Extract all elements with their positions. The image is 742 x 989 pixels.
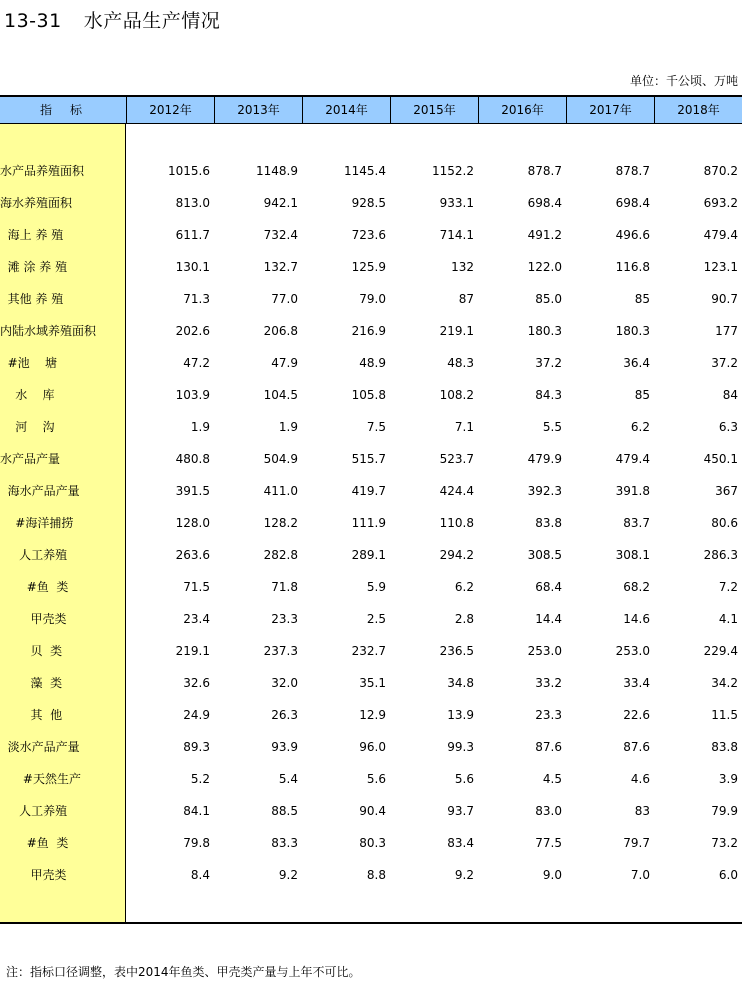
cell-value: 7.2 xyxy=(718,580,738,594)
cell-value: 232.7 xyxy=(351,644,386,658)
cell-value: 35.1 xyxy=(359,676,386,690)
cell-value: 308.5 xyxy=(527,548,562,562)
cell-value: 79.0 xyxy=(359,292,386,306)
unit-label: 单位：千公顷、万吨 xyxy=(629,74,738,88)
table-row xyxy=(0,385,742,405)
row-label: 海上 养 殖 xyxy=(0,228,64,242)
cell-value: 1015.6 xyxy=(168,164,210,178)
cell-value: 450.1 xyxy=(703,452,738,466)
cell-value: 89.3 xyxy=(183,740,210,754)
cell-value: 23.4 xyxy=(183,612,210,626)
cell-value: 282.8 xyxy=(263,548,298,562)
cell-value: 93.7 xyxy=(447,804,474,818)
cell-value: 7.1 xyxy=(454,420,474,434)
cell-value: 37.2 xyxy=(535,356,562,370)
cell-value: 5.6 xyxy=(454,772,474,786)
cell-value: 23.3 xyxy=(535,708,562,722)
cell-value: 85.0 xyxy=(535,292,562,306)
cell-value: 79.7 xyxy=(623,836,650,850)
cell-value: 611.7 xyxy=(175,228,210,242)
cell-value: 491.2 xyxy=(527,228,562,242)
cell-value: 933.1 xyxy=(439,196,474,210)
row-label: 甲壳类 xyxy=(0,868,67,882)
cell-value: 14.6 xyxy=(623,612,650,626)
cell-value: 180.3 xyxy=(615,324,650,338)
cell-value: 391.8 xyxy=(615,484,650,498)
row-label: #鱼 类 xyxy=(0,836,69,850)
cell-value: 723.6 xyxy=(351,228,386,242)
cell-value: 128.0 xyxy=(175,516,210,530)
cell-value: 71.3 xyxy=(183,292,210,306)
cell-value: 4.1 xyxy=(718,612,738,626)
cell-value: 878.7 xyxy=(615,164,650,178)
table-row xyxy=(0,449,742,469)
cell-value: 6.3 xyxy=(718,420,738,434)
cell-value: 216.9 xyxy=(351,324,386,338)
cell-value: 1152.2 xyxy=(432,164,474,178)
header-year: 2018年 xyxy=(654,97,742,124)
header-year: 2017年 xyxy=(566,97,654,124)
header-indicator: 指标 xyxy=(39,103,100,117)
header-year: 2014年 xyxy=(302,97,390,124)
cell-value: 116.8 xyxy=(615,260,650,274)
cell-value: 32.0 xyxy=(271,676,298,690)
cell-value: 32.6 xyxy=(183,676,210,690)
cell-value: 96.0 xyxy=(359,740,386,754)
cell-value: 714.1 xyxy=(439,228,474,242)
cell-value: 253.0 xyxy=(527,644,562,658)
cell-value: 123.1 xyxy=(703,260,738,274)
cell-value: 79.8 xyxy=(183,836,210,850)
table-row xyxy=(0,577,742,597)
cell-value: 132.7 xyxy=(263,260,298,274)
table-row xyxy=(0,225,742,245)
cell-value: 5.5 xyxy=(542,420,562,434)
cell-value: 83.3 xyxy=(271,836,298,850)
cell-value: 515.7 xyxy=(351,452,386,466)
cell-value: 36.4 xyxy=(623,356,650,370)
table-bottom-rule xyxy=(0,922,742,924)
cell-value: 6.2 xyxy=(630,420,650,434)
cell-value: 219.1 xyxy=(439,324,474,338)
footnote: 注：指标口径调整，表中2014年鱼类、甲壳类产量与上年不可比。 xyxy=(6,965,361,979)
cell-value: 286.3 xyxy=(703,548,738,562)
cell-value: 870.2 xyxy=(703,164,738,178)
cell-value: 83.8 xyxy=(535,516,562,530)
cell-value: 110.8 xyxy=(439,516,474,530)
cell-value: 392.3 xyxy=(527,484,562,498)
cell-value: 878.7 xyxy=(527,164,562,178)
table-row xyxy=(0,481,742,501)
cell-value: 8.8 xyxy=(366,868,386,882)
cell-value: 37.2 xyxy=(711,356,738,370)
cell-value: 105.8 xyxy=(351,388,386,402)
cell-value: 93.9 xyxy=(271,740,298,754)
row-label: #海洋捕捞 xyxy=(0,516,74,530)
table-row xyxy=(0,673,742,693)
cell-value: 47.2 xyxy=(183,356,210,370)
row-label: 人工养殖 xyxy=(0,804,68,818)
table-row xyxy=(0,737,742,757)
cell-value: 13.9 xyxy=(447,708,474,722)
cell-value: 24.9 xyxy=(183,708,210,722)
cell-value: 2.8 xyxy=(454,612,474,626)
cell-value: 202.6 xyxy=(175,324,210,338)
cell-value: 2.5 xyxy=(366,612,386,626)
row-label: 海水产品产量 xyxy=(0,484,80,498)
cell-value: 177 xyxy=(715,324,738,338)
table-row xyxy=(0,289,742,309)
row-label: 其 他 xyxy=(0,708,63,722)
cell-value: 8.4 xyxy=(190,868,210,882)
cell-value: 79.9 xyxy=(711,804,738,818)
row-label: 海水养殖面积 xyxy=(0,196,73,210)
table-row xyxy=(0,833,742,853)
cell-value: 122.0 xyxy=(527,260,562,274)
header-year: 2013年 xyxy=(214,97,302,124)
header-year: 2015年 xyxy=(390,97,478,124)
table-title: 水产品生产情况 xyxy=(83,10,221,32)
row-label: 淡水产品产量 xyxy=(0,740,80,754)
cell-value: 83.8 xyxy=(711,740,738,754)
cell-value: 732.4 xyxy=(263,228,298,242)
table-row xyxy=(0,865,742,885)
cell-value: 33.2 xyxy=(535,676,562,690)
row-label: 其他 养 殖 xyxy=(0,292,64,306)
cell-value: 23.3 xyxy=(271,612,298,626)
header-year: 2012年 xyxy=(126,97,214,124)
cell-value: 87.6 xyxy=(623,740,650,754)
cell-value: 7.5 xyxy=(366,420,386,434)
cell-value: 99.3 xyxy=(447,740,474,754)
cell-value: 84.3 xyxy=(535,388,562,402)
cell-value: 7.0 xyxy=(630,868,650,882)
cell-value: 84.1 xyxy=(183,804,210,818)
cell-value: 34.2 xyxy=(711,676,738,690)
cell-value: 80.6 xyxy=(711,516,738,530)
row-label: 滩 涂 养 殖 xyxy=(0,260,68,274)
cell-value: 83.0 xyxy=(535,804,562,818)
cell-value: 4.6 xyxy=(630,772,650,786)
row-label: 水产品养殖面积 xyxy=(0,164,85,178)
cell-value: 5.9 xyxy=(366,580,386,594)
cell-value: 5.2 xyxy=(190,772,210,786)
table-header xyxy=(0,95,742,124)
cell-value: 928.5 xyxy=(351,196,386,210)
cell-value: 229.4 xyxy=(703,644,738,658)
cell-value: 1.9 xyxy=(278,420,298,434)
page-title xyxy=(4,6,220,33)
row-label: 藻 类 xyxy=(0,676,63,690)
cell-value: 11.5 xyxy=(711,708,738,722)
cell-value: 424.4 xyxy=(439,484,474,498)
table-row xyxy=(0,513,742,533)
cell-value: 22.6 xyxy=(623,708,650,722)
cell-value: 128.2 xyxy=(263,516,298,530)
cell-value: 87.6 xyxy=(535,740,562,754)
cell-value: 479.4 xyxy=(615,452,650,466)
cell-value: 411.0 xyxy=(263,484,298,498)
table-row xyxy=(0,321,742,341)
row-label: #天然生产 xyxy=(0,772,81,786)
cell-value: 9.0 xyxy=(542,868,562,882)
cell-value: 419.7 xyxy=(351,484,386,498)
cell-value: 88.5 xyxy=(271,804,298,818)
cell-value: 253.0 xyxy=(615,644,650,658)
cell-value: 73.2 xyxy=(711,836,738,850)
row-label: 河 沟 xyxy=(0,420,55,434)
row-label: #鱼 类 xyxy=(0,580,69,594)
cell-value: 26.3 xyxy=(271,708,298,722)
cell-value: 813.0 xyxy=(175,196,210,210)
cell-value: 479.4 xyxy=(703,228,738,242)
data-table xyxy=(0,95,742,924)
table-row xyxy=(0,257,742,277)
cell-value: 693.2 xyxy=(703,196,738,210)
cell-value: 6.2 xyxy=(454,580,474,594)
row-label: 人工养殖 xyxy=(0,548,68,562)
cell-value: 83.7 xyxy=(623,516,650,530)
cell-value: 237.3 xyxy=(263,644,298,658)
row-label: #池 塘 xyxy=(0,356,57,370)
row-label: 甲壳类 xyxy=(0,612,67,626)
table-row xyxy=(0,801,742,821)
table-row xyxy=(0,545,742,565)
cell-value: 33.4 xyxy=(623,676,650,690)
cell-value: 83.4 xyxy=(447,836,474,850)
table-row xyxy=(0,353,742,373)
table-row xyxy=(0,641,742,661)
cell-value: 480.8 xyxy=(175,452,210,466)
cell-value: 34.8 xyxy=(447,676,474,690)
cell-value: 12.9 xyxy=(359,708,386,722)
table-row xyxy=(0,417,742,437)
cell-value: 942.1 xyxy=(263,196,298,210)
cell-value: 5.4 xyxy=(278,772,298,786)
cell-value: 90.4 xyxy=(359,804,386,818)
cell-value: 68.4 xyxy=(535,580,562,594)
cell-value: 9.2 xyxy=(454,868,474,882)
cell-value: 479.9 xyxy=(527,452,562,466)
cell-value: 108.2 xyxy=(439,388,474,402)
cell-value: 698.4 xyxy=(615,196,650,210)
cell-value: 523.7 xyxy=(439,452,474,466)
table-row xyxy=(0,193,742,213)
cell-value: 3.9 xyxy=(718,772,738,786)
row-label: 水产品产量 xyxy=(0,452,61,466)
cell-value: 308.1 xyxy=(615,548,650,562)
cell-value: 1145.4 xyxy=(344,164,386,178)
cell-value: 9.2 xyxy=(278,868,298,882)
cell-value: 496.6 xyxy=(615,228,650,242)
cell-value: 48.3 xyxy=(447,356,474,370)
table-row xyxy=(0,161,742,181)
cell-value: 504.9 xyxy=(263,452,298,466)
cell-value: 294.2 xyxy=(439,548,474,562)
cell-value: 84 xyxy=(722,388,738,402)
cell-value: 85 xyxy=(634,292,650,306)
cell-value: 48.9 xyxy=(359,356,386,370)
cell-value: 130.1 xyxy=(175,260,210,274)
row-label: 内陆水域养殖面积 xyxy=(0,324,97,338)
cell-value: 180.3 xyxy=(527,324,562,338)
table-row xyxy=(0,609,742,629)
cell-value: 103.9 xyxy=(175,388,210,402)
header-year: 2016年 xyxy=(478,97,566,124)
table-number: 13-31 xyxy=(4,10,62,32)
cell-value: 47.9 xyxy=(271,356,298,370)
cell-value: 90.7 xyxy=(711,292,738,306)
cell-value: 1.9 xyxy=(190,420,210,434)
cell-value: 698.4 xyxy=(527,196,562,210)
cell-value: 77.5 xyxy=(535,836,562,850)
cell-value: 206.8 xyxy=(263,324,298,338)
cell-value: 132 xyxy=(451,260,474,274)
cell-value: 85 xyxy=(634,388,650,402)
cell-value: 219.1 xyxy=(175,644,210,658)
row-label: 贝 类 xyxy=(0,644,63,658)
cell-value: 6.0 xyxy=(718,868,738,882)
cell-value: 125.9 xyxy=(351,260,386,274)
cell-value: 68.2 xyxy=(623,580,650,594)
cell-value: 111.9 xyxy=(351,516,386,530)
row-label: 水 库 xyxy=(0,388,55,402)
cell-value: 87 xyxy=(458,292,474,306)
cell-value: 5.6 xyxy=(366,772,386,786)
cell-value: 77.0 xyxy=(271,292,298,306)
cell-value: 4.5 xyxy=(542,772,562,786)
cell-value: 289.1 xyxy=(351,548,386,562)
cell-value: 80.3 xyxy=(359,836,386,850)
cell-value: 83 xyxy=(634,804,650,818)
cell-value: 104.5 xyxy=(263,388,298,402)
cell-value: 71.5 xyxy=(183,580,210,594)
cell-value: 14.4 xyxy=(535,612,562,626)
cell-value: 1148.9 xyxy=(256,164,298,178)
cell-value: 236.5 xyxy=(439,644,474,658)
cell-value: 367 xyxy=(715,484,738,498)
table-row xyxy=(0,769,742,789)
cell-value: 263.6 xyxy=(175,548,210,562)
cell-value: 71.8 xyxy=(271,580,298,594)
cell-value: 391.5 xyxy=(175,484,210,498)
table-row xyxy=(0,705,742,725)
